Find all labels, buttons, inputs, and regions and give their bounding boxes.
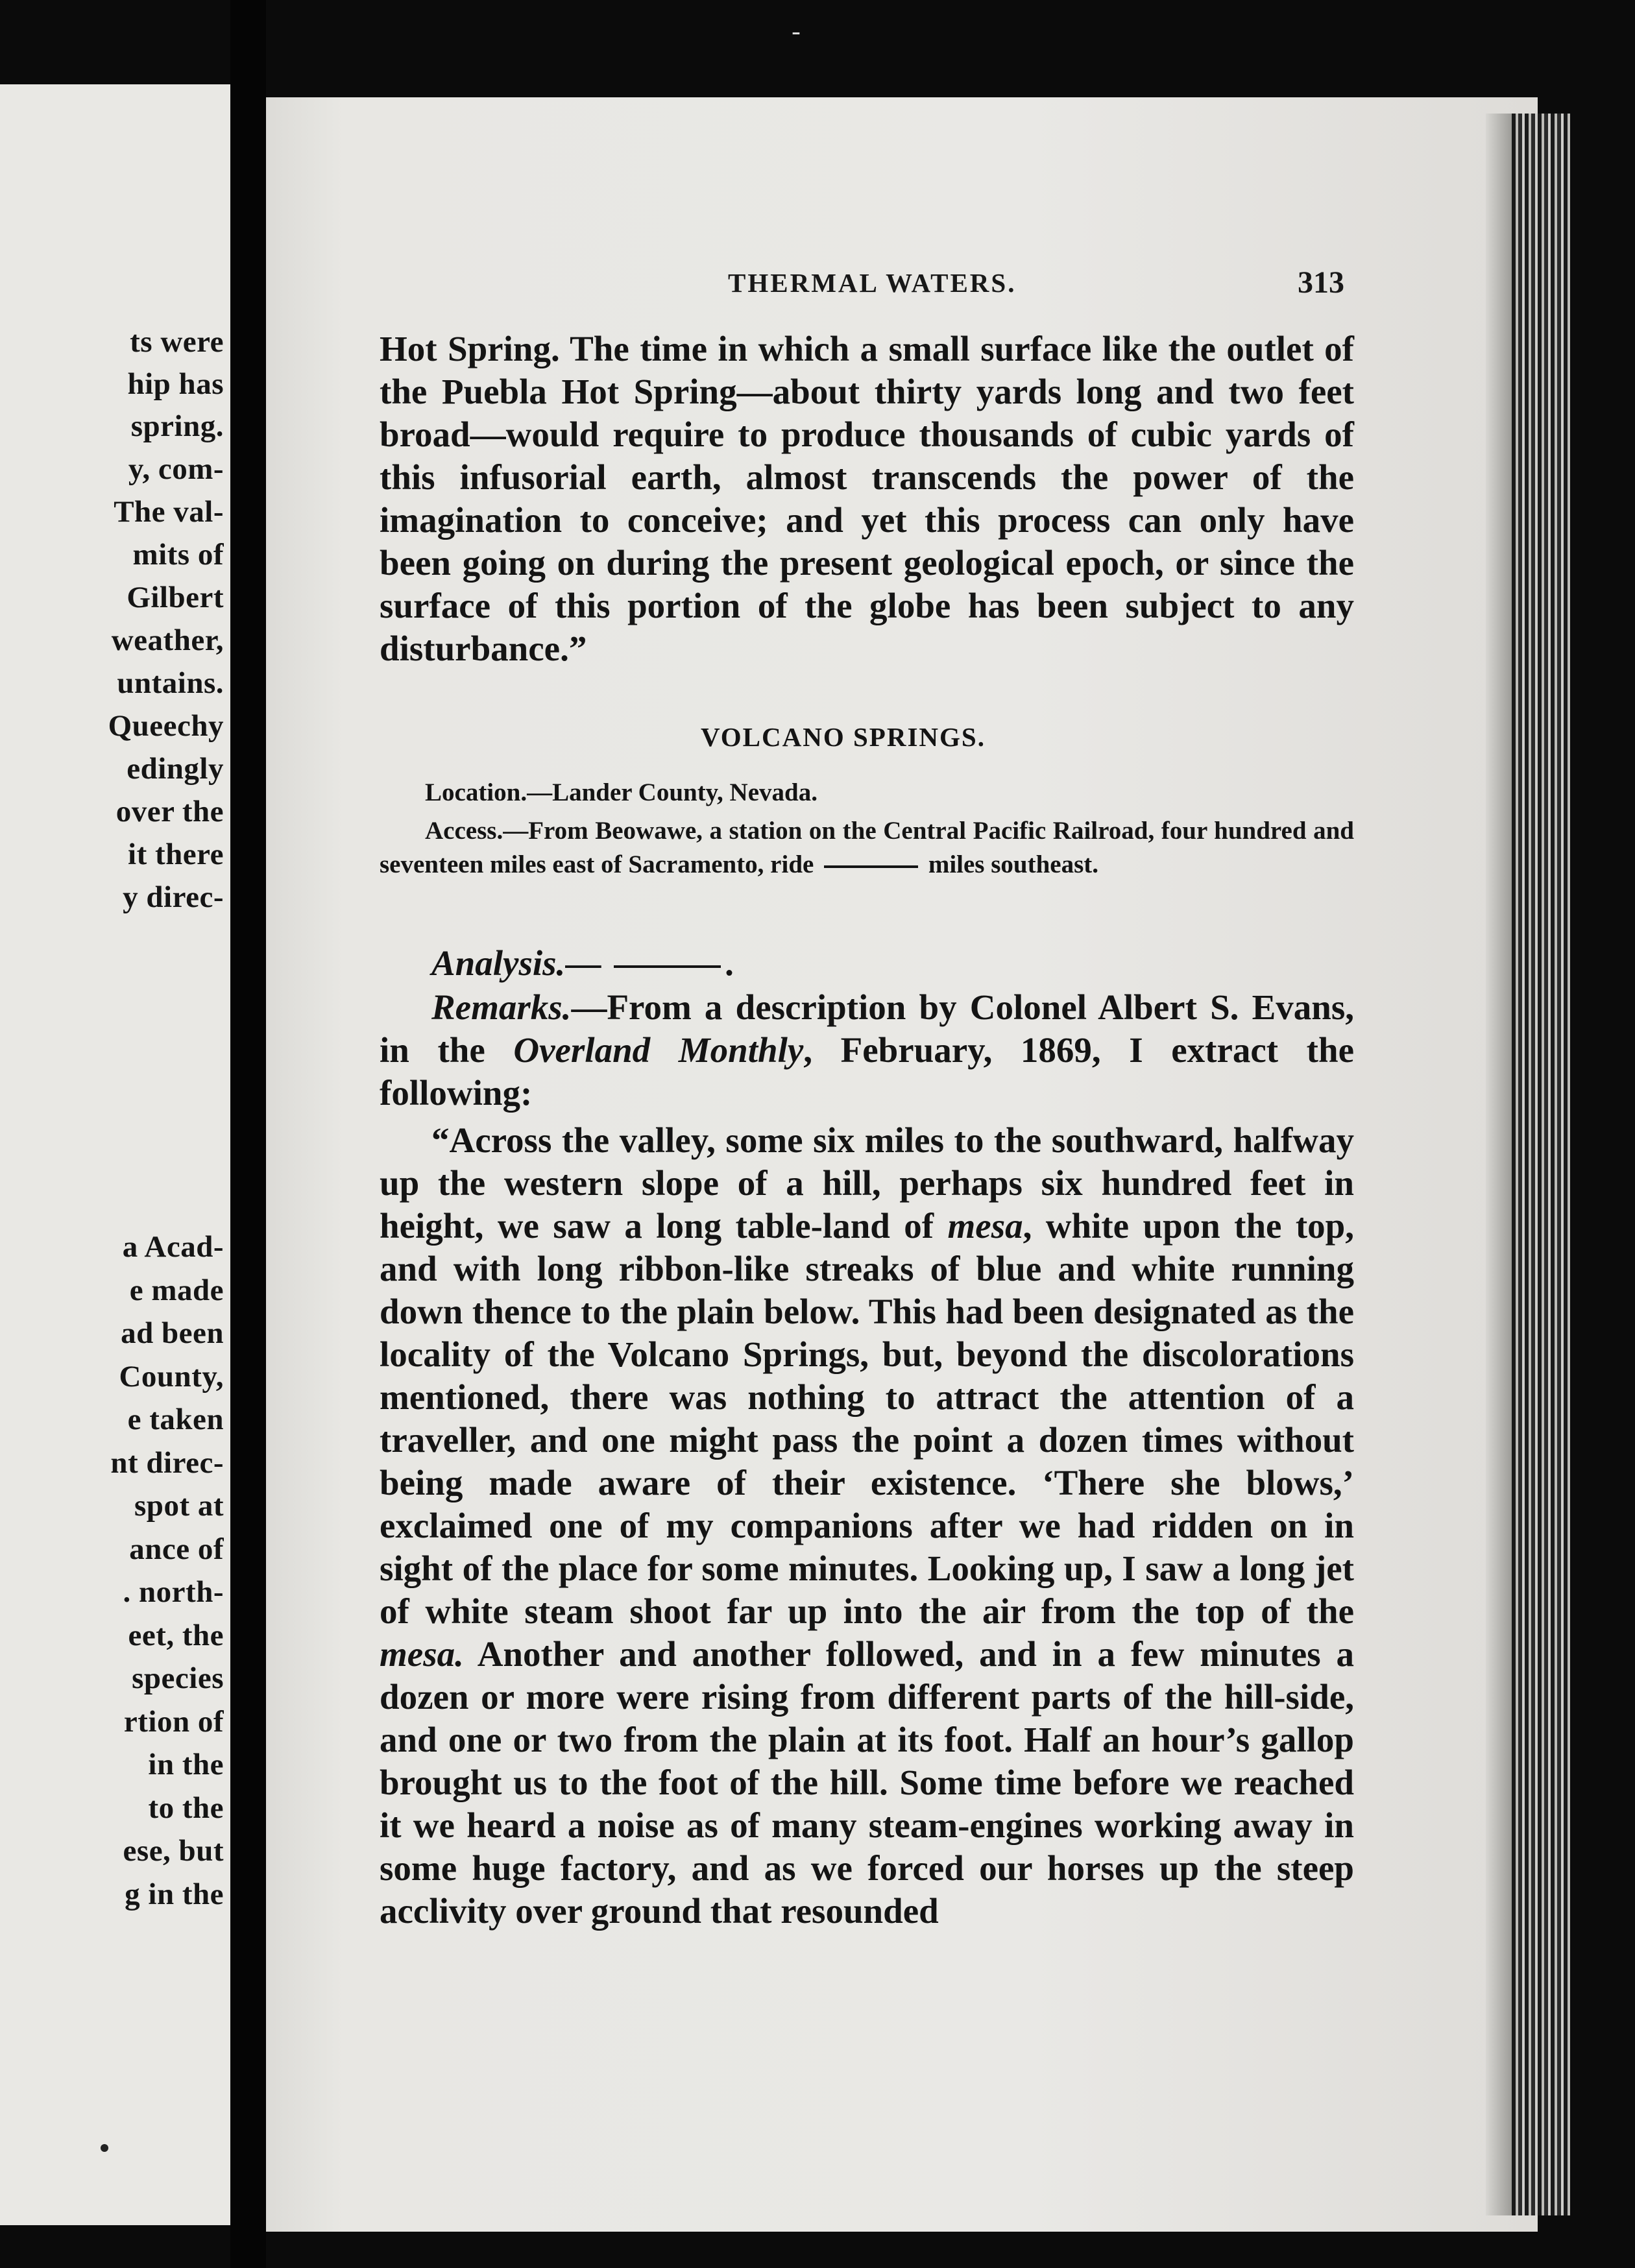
running-head: THERMAL WATERS.: [728, 268, 1017, 298]
left-page-line: edingly: [127, 752, 224, 786]
quote-part-1: “Across the valley, some six miles to the southward, halfway up the western slope of a hill, perhaps six hundred feet in height, we saw a long table-land of: [380, 1120, 1354, 1246]
left-page-line: County,: [119, 1359, 224, 1393]
left-page-line: weather,: [111, 623, 224, 657]
left-page-line: in the: [148, 1748, 224, 1781]
left-page-line: over the: [115, 795, 224, 828]
section-heading: VOLCANO SPRINGS.: [701, 722, 986, 752]
left-page-line: a Acad-: [122, 1230, 224, 1264]
quotation-block: [380, 1119, 1354, 1933]
blank-distance-rule: [824, 865, 918, 868]
quotation-paragraph: [380, 1119, 1354, 1933]
left-page-line: Queechy: [108, 709, 224, 743]
access-paragraph: [380, 814, 1354, 882]
location-label: Location.: [425, 778, 527, 806]
left-page-line: to the: [148, 1791, 224, 1825]
left-page-line: spring.: [130, 409, 224, 443]
access-block: [380, 814, 1354, 882]
left-page-line: mits of: [132, 538, 224, 572]
left-page-line: spot at: [134, 1489, 224, 1523]
left-page-line: nt direc-: [110, 1445, 224, 1480]
left-page-line: ance of: [129, 1532, 224, 1566]
left-facing-page: [0, 84, 230, 2225]
left-page-line: . north-: [123, 1575, 224, 1609]
quote-mesa-2: mesa.: [380, 1634, 464, 1674]
analysis-label: Analysis.: [431, 943, 566, 983]
access-label: Access.: [425, 817, 503, 845]
left-page-line: y, com-: [128, 452, 224, 486]
page-edge-shadow: [1486, 114, 1512, 2215]
remarks-text-1: —From a description by Colonel Albert S. Evans, in the: [380, 987, 1354, 1070]
analysis-line: [431, 942, 1015, 985]
left-page-dot: [101, 2144, 108, 2152]
remarks-block: [380, 986, 1354, 1115]
remarks-paragraph: [380, 986, 1354, 1115]
location-text: —Lander County, Nevada.: [527, 778, 818, 806]
left-page-line: e made: [129, 1273, 224, 1307]
quote-part-2: , white upon the top, and with long ribbon-like streaks of blue and white running down thence to the plain below. This had been designated as the locality of the Volcano Springs, but, beyond the discolorations mentioned, there was nothing to attract the attention of a traveller, and one might pass the point a dozen times without being made aware of their existence. ‘There she blows,’ exclaimed one of my companions after we had ridden on in sight of the place for some minutes. Looking up, I saw a long jet of white steam shoot far up into the air from the top of the: [380, 1206, 1354, 1631]
journal-title: Overland Monthly: [513, 1030, 804, 1070]
page-number: 313: [1298, 265, 1344, 300]
top-mark: ـ: [793, 14, 799, 40]
blank-analysis-rule: [614, 965, 721, 968]
left-page-line: y direc-: [123, 880, 224, 914]
page-edges: [1512, 114, 1570, 2215]
left-page-line: ese, but: [123, 1834, 224, 1868]
left-page-line: hip has: [127, 367, 224, 401]
paragraph-continuation: [380, 328, 1354, 670]
quote-part-3: Another and another followed, and in a few minutes a dozen or more were rising from different parts of the hill-side, and one or two from the plain at its foot. Half an hour’s gallop brought us to the foot of the hill. Some time before we reached it we heard a noise as of many steam-engines working away in some huge factory, and as we forced our horses up the steep acclivity over ground that resounded: [380, 1634, 1354, 1931]
left-page-line: rtion of: [123, 1704, 224, 1739]
access-text-2: miles southeast.: [928, 850, 1098, 878]
left-page-line: ts were: [130, 325, 224, 359]
left-page-line: The val-: [114, 495, 224, 529]
paragraph-text: Hot Spring. The time in which a small surface like the outlet of the Puebla Hot Spring—about thirty yards long and two feet broad—would require to produce thousands of cubic yards of this infusorial earth, almost transcends the power of the imagination to conceive; and yet this process can only have been going on during the present geological epoch, or since the surface of this portion of the globe has been subject to any disturbance.”: [380, 329, 1354, 668]
book-gutter: [230, 0, 266, 2268]
location-line: [425, 776, 1399, 810]
access-text-1: —From Beowawe, a station on the Central Pacific Railroad, four hundred and seventeen miles east of Sacramento, ride: [380, 817, 1354, 878]
quote-mesa-1: mesa: [947, 1206, 1023, 1246]
left-page-line: e taken: [127, 1403, 224, 1436]
left-page-line: eet, the: [128, 1618, 224, 1652]
left-page-line: it there: [128, 838, 224, 871]
left-page-line: g in the: [125, 1877, 224, 1911]
left-page-line: untains.: [117, 666, 224, 700]
remarks-text-2: , February, 1869, I extract the following:: [380, 1030, 1354, 1113]
left-page-line: species: [132, 1661, 224, 1695]
left-page-line: ad been: [121, 1316, 224, 1350]
remarks-label: Remarks.: [431, 987, 572, 1027]
analysis-text: —: [565, 943, 601, 983]
analysis-paragraph: Analysis.— .: [431, 943, 734, 983]
left-page-line: Gilbert: [127, 581, 224, 614]
